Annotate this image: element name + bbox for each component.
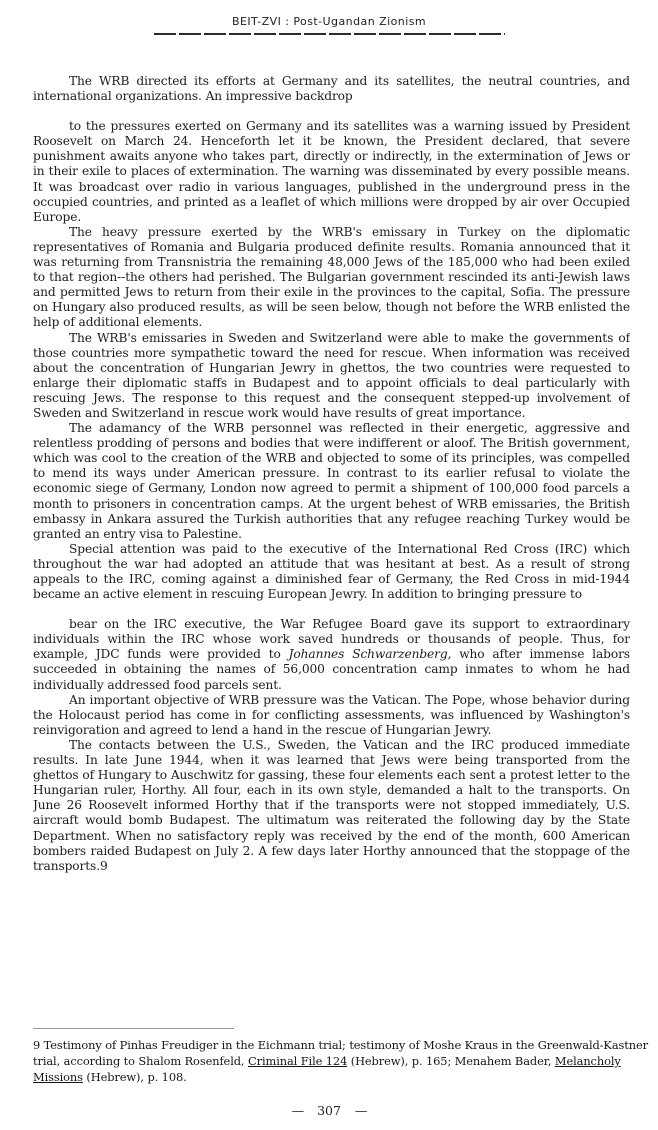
text-run: (Hebrew), p. 108. [82,1070,187,1084]
footer-dash-right: — [354,1103,367,1118]
text-run: The adamancy of the WRB personnel was reflected in their energetic, aggressive and relentless prodding of persons and bodies that were indifferent or aloof. The British government, which was cool to the creation of the WRB and objected to some of its principles, was compelled to mend its ways under American pressure. In contrast to its earlier refusal to violate the economic siege of Germany, London now agreed to permit a shipment of 100,000 food parcels a month to prisoners in concentration camps. At the urgent behest of WRB emissaries, the British embassy in Ankara assured the Turkish authorities that any refugee reaching Turkey would be granted an entry visa to Palestine. [33,421,630,541]
body-paragraph [33,119,630,225]
header-rule [154,33,505,35]
running-header [0,0,658,35]
body-paragraph [33,542,630,602]
body-paragraph [33,74,630,104]
text-run: who after immense labors succeeded in obtaining the names of 56,000 concentration camp inmates to whom he had individually addressed food parcels sent. [33,647,630,692]
body-paragraph [33,331,630,422]
text-run: The heavy pressure exerted by the WRB's emissary in Turkey on the diplomatic representatives of Romania and Bulgaria produced definite results. Romania announced that it was returning from Transnistria the remaining 48,000 Jews of the 185,000 who had been exiled to that region--the others had perished. The Bulgarian government rescinded its anti-Jewish laws and permitted Jews to return from their exile in the provinces to the capital, Sofia. The pressure on Hungary also produced results, as will be seen below, though not before the WRB enlisted the help of additional elements. [33,224,630,330]
text-run: bear on the IRC executive, the War Refugee Board gave its support to extraordinary individuals within the IRC whose work saved hundreds or thousands of people. Thus, for example, JDC funds were provided to [33,617,630,662]
body-paragraph [33,617,630,692]
page-body [33,74,630,1026]
body-paragraph [33,421,630,542]
page-footer [0,1103,658,1118]
body-paragraph [33,225,630,331]
body-paragraph [33,738,630,874]
footer-dash-left: — [291,1103,304,1118]
text-run: 9 Testimony of Pinhas Freudiger in the Eichmann trial; testimony of Moshe Kraus in the Greenwald-Kastner trial, according to Shalom Rosenfeld, [33,1038,648,1068]
footnote-text [33,1037,648,1085]
text-run: (Hebrew), p. 165; Menahem Bader, [347,1054,555,1068]
text-run: Criminal File 124 [247,1054,348,1068]
text-run: The WRB directed its efforts at Germany and its satellites, the neutral countries, and international organizations. An impressive backdrop [33,74,630,104]
text-run: Johannes Schwarzenberg, [288,647,452,662]
text-run: The WRB's emissaries in Sweden and Switzerland were able to make the governments of those countries more sympathetic toward the need for rescue. When information was received about the concentration of Hungarian Jewry in ghettos, the two countries were requested to enlarge their diplomatic staffs in Budapest and to appoint officials to deal particularly with rescuing Jews. The response to this request and the consequent stepped-up involvement of Sweden and Switzerland in rescue work would have results of great importance. [33,330,630,420]
text-run: An important objective of WRB pressure was the Vatican. The Pope, whose behavior during the Holocaust period has come in for conflicting assessments, was influenced by Washington's reinvigoration and agreed to lend a hand in the rescue of Hungarian Jewry. [33,692,630,737]
text-run: The contacts between the U.S., Sweden, the Vatican and the IRC produced immediate results. In late June 1944, when it was learned that Jews were being transported from the ghettos of Hungary to Auschwitz for gassing, these four elements each sent a protest letter to the Hungarian ruler, Horthy. All four, each in its own style, demanded a halt to the transports. On June 26 Roosevelt informed Horthy that if the transports were not stopped immediately, U.S. aircraft would bomb Budapest. The ultimatum was reiterated the following day by the State Department. When no satisfactory reply was received by the end of the month, 600 American bombers raided Budapest on July 2. A few days later Horthy announced that the stoppage of the transports.9 [33,737,630,873]
footnote-divider [33,1028,234,1029]
body-paragraph [33,693,630,738]
page-number: 307 [317,1103,341,1118]
footnote-area [33,1028,648,1085]
text-run: Special attention was paid to the executive of the International Red Cross (IRC) which throughout the war had adopted an attitude that was hesitant at best. As a result of strong appeals to the IRC, coming against a diminished fear of Germany, the Red Cross in mid-1944 became an active element in rescuing European Jewry. In addition to bringing pressure to [33,541,630,602]
text-run: Melancholy Missions [33,1054,621,1084]
running-header-title: BEIT-ZVI : Post-Ugandan Zionism [231,15,427,28]
text-run: to the pressures exerted on Germany and its satellites was a warning issued by President Roosevelt on March 24. Henceforth let it be known, the President declared, that severe punishment awaits anyone who takes part, directly or indirectly, in the extermination of Jews or in their exile to places of extermination. The warning was disseminated by every possible means. It was broadcast over radio in various languages, published in the underground press in the occupied countries, and printed as a leaflet of which millions were dropped by air over Occupied Europe. [33,119,630,224]
